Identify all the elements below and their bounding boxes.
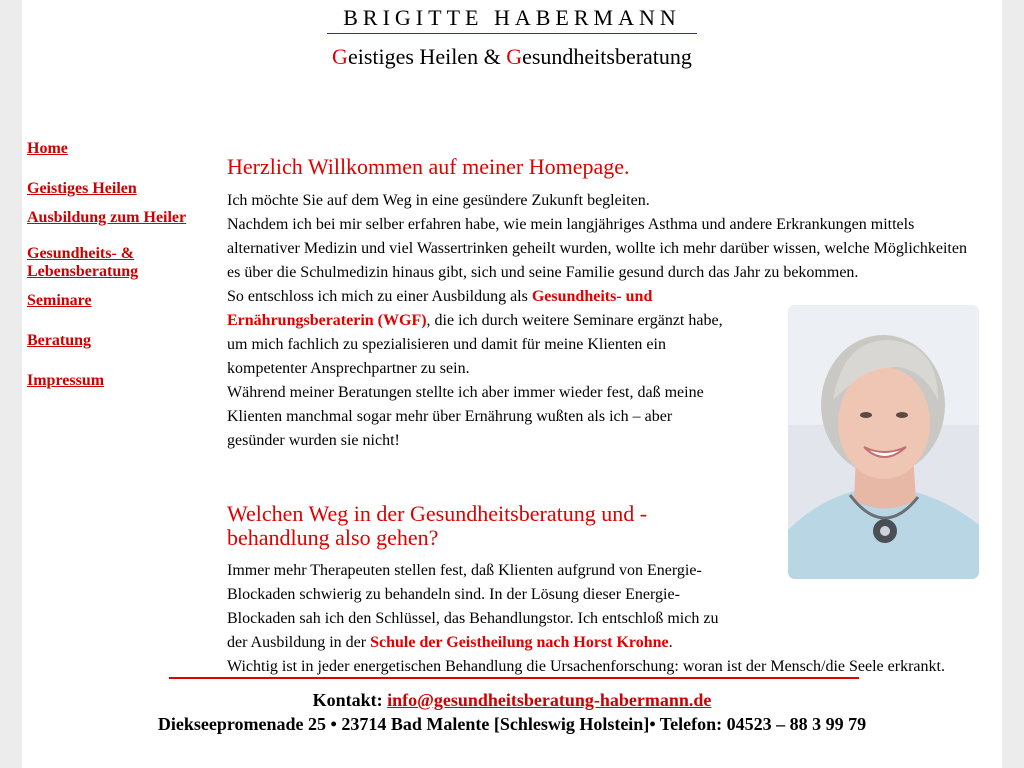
experience-paragraph: Während meiner Beratungen stellte ich aber immer wieder fest, daß meine Klienten manchmal sogar mehr über Ernährung wußten als ich – aber gesünder wurden sie nicht!: [227, 384, 704, 449]
subtitle-text-1: eistiges Heilen &: [347, 44, 507, 69]
path-heading: Welchen Weg in der Gesundheitsberatung und -behandlung also gehen?: [227, 501, 648, 550]
training-paragraph: [227, 285, 727, 381]
intro-paragraph: Ich möchte Sie auf dem Weg in eine gesündere Zukunft begleiten.: [227, 192, 650, 209]
main-content: [227, 155, 977, 675]
address-line: Diekseepromenade 25 • 23714 Bad Malente [Schleswig Holstein]• Telefon: 04523 – 88 3 99 79: [157, 714, 867, 734]
contact-label: Kontakt:: [312, 690, 388, 710]
nav-link-geistiges-heilen[interactable]: Geistiges Heilen: [27, 180, 137, 197]
contact-email-link[interactable]: info@gesundheitsberatung-habermann.de: [387, 690, 712, 710]
therapy-paragraph: [227, 559, 727, 655]
site-subtitle: [202, 44, 822, 70]
story-paragraph: Nachdem ich bei mir selber erfahren habe, wie mein langjähriges Asthma und andere Erkrankungen mittels alternativer Medizin und viel Wassertrinken geheilt wurden, wollte ich mehr darüber wissen, welche Möglichkeiten es über die Schulmedizin hinaus gibt, sich und seine Familie gesund durch das Jahr zu bekommen.: [227, 216, 967, 281]
nav-link-seminare[interactable]: Seminare: [27, 292, 92, 309]
footer: [22, 688, 1002, 736]
therapy-highlight: Schule der Geistheilung nach Horst Krohne: [370, 634, 669, 651]
nav-link-impressum[interactable]: Impressum: [27, 372, 105, 389]
welcome-heading: Herzlich Willkommen auf meiner Homepage.: [227, 155, 630, 179]
subtitle-initial-1: G: [332, 44, 348, 69]
subtitle-text-2: esundheitsberatung: [522, 44, 692, 69]
therapy-text-after: .: [668, 634, 673, 651]
page: [22, 0, 1002, 768]
contact-line: [22, 688, 1002, 712]
nav-link-beratung[interactable]: Beratung: [27, 332, 91, 349]
site-brand: BRIGITTE HABERMANN: [327, 5, 697, 34]
footer-divider: [169, 677, 859, 679]
therapy-text-before: Immer mehr Therapeuten stellen fest, daß Klienten aufgrund von Energie-Blockaden schwierig zu behandeln sind. In der Lösung dieser Energie-Blockaden sah ich den Schlüssel, das Behandlungstor. Ich entschloß mich zu der Ausbildung in der: [227, 562, 719, 651]
training-text-after: , die ich durch weitere Seminare ergänzt habe, um mich fachlich zu spezialisieren und damit für meine Klienten ein kompetenter Ansprechpartner zu sein.: [227, 312, 723, 377]
nav-link-gesundheits-lebensberatung[interactable]: Gesundheits- & Lebensberatung: [27, 245, 139, 280]
nav-link-ausbildung-zum-heiler[interactable]: Ausbildung zum Heiler: [27, 209, 187, 226]
training-highlight: Gesundheits- und Ernährungsberaterin (WGF): [227, 288, 653, 329]
training-text-before: So entschloss ich mich zu einer Ausbildung als: [227, 288, 532, 305]
nav-link-home[interactable]: Home: [27, 140, 68, 157]
cause-paragraph: Wichtig ist in jeder energetischen Behandlung die Ursachenforschung: woran ist der Mensch/die Seele erkrankt.: [227, 658, 945, 675]
subtitle-initial-2: G: [506, 44, 523, 69]
